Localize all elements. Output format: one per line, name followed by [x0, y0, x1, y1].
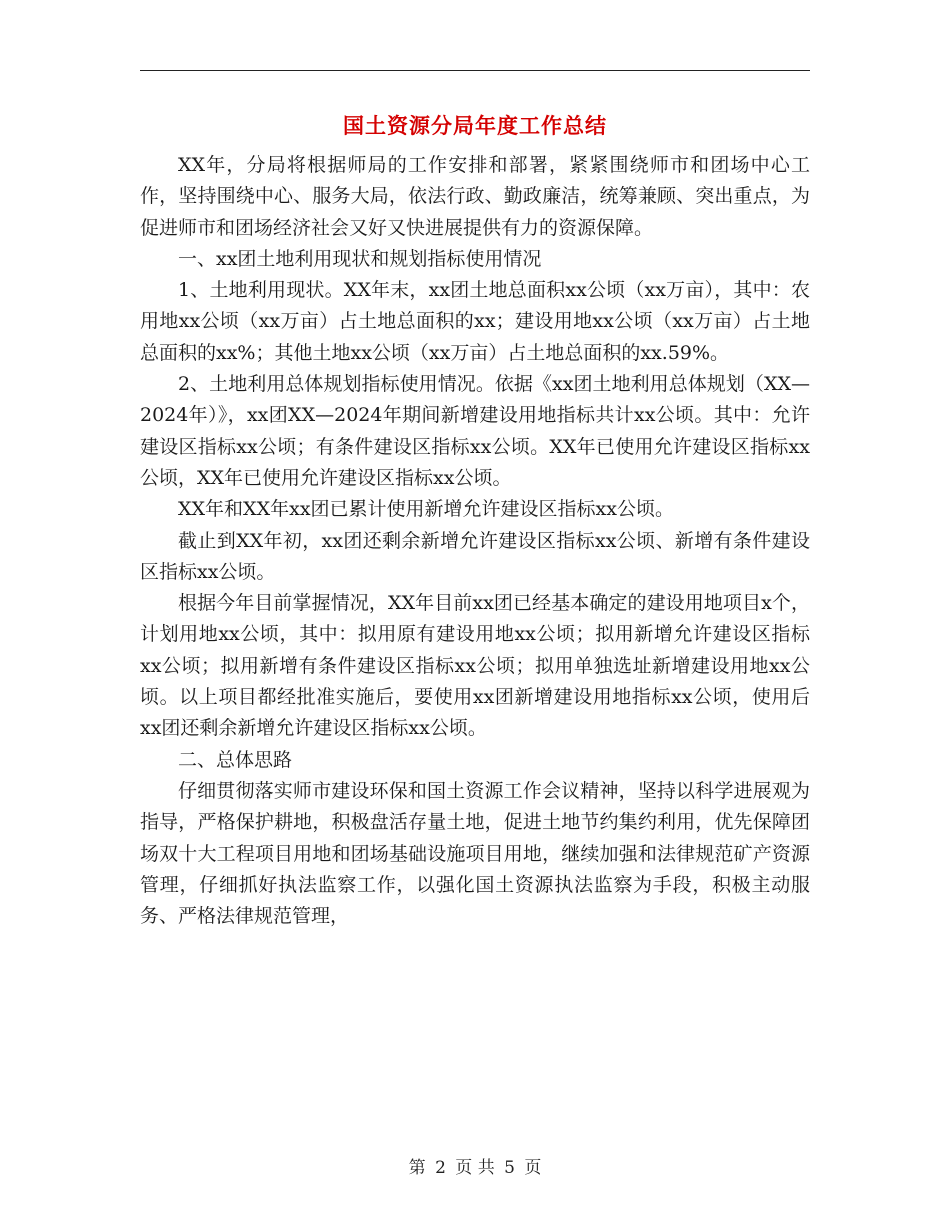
- footer-middle: 页 共: [455, 1158, 495, 1178]
- paragraph-planning-indicators: 2、土地利用总体规划指标使用情况。依据《xx团土地利用总体规划（XX—2024年）》，xx团XX—2024年期间新增建设用地指标共计xx公顷。其中：允许建设区指标xx公顷；有条件建设区指标xx公顷。XX年已使用允许建设区指标xx公顷，XX年已使用允许建设区指标xx公顷。: [140, 373, 810, 489]
- footer-suffix: 页: [524, 1158, 542, 1178]
- footer-prefix: 第: [408, 1158, 426, 1178]
- document-body: [140, 150, 810, 932]
- paragraph-overall-approach: 仔细贯彻落实师市建设环保和国土资源工作会议精神，坚持以科学进展观为指导，严格保护耕地，积极盘活存量土地，促进土地节约集约利用，优先保障团场双十大工程项目用地和团场基础设施项目用地，继续加强和法律规范矿产资源管理，仔细抓好执法监察工作，以强化国土资源执法监察为手段，积极主动服务、严格法律规范管理，: [140, 779, 810, 928]
- paragraph-intro: XX年，分局将根据师局的工作安排和部署，紧紧围绕师市和团场中心工作，坚持围绕中心、服务大局，依法行政、勤政廉洁，统筹兼顾、突出重点，为促进师市和团场经济社会又好又快进展提供有力的资源保障。: [140, 154, 810, 239]
- footer-page-number: 2: [435, 1158, 446, 1178]
- paragraph-remaining: 截止到XX年初，xx团还剩余新增允许建设区指标xx公顷、新增有条件建设区指标xx公顷。: [140, 529, 810, 583]
- header-rule: [140, 70, 810, 71]
- paragraph-projects: 根据今年目前掌握情况，XX年目前xx团已经基本确定的建设用地项目x个，计划用地xx公顷，其中：拟用原有建设用地xx公顷；拟用新增允许建设区指标xx公顷；拟用新增有条件建设区指标xx公顷；拟用单独选址新增建设用地xx公顷。以上项目都经批准实施后，要使用xx团新增建设用地指标xx公顷，使用后xx团还剩余新增允许建设区指标xx公顷。: [140, 592, 810, 740]
- page-footer: [0, 1153, 950, 1178]
- paragraph-cumulative-use: XX年和XX年xx团已累计使用新增允许建设区指标xx公顷。: [178, 498, 674, 521]
- section-heading-1: 一、xx团土地利用现状和规划指标使用情况: [178, 247, 542, 270]
- document-title: 国土资源分局年度工作总结: [343, 113, 607, 138]
- footer-total-pages: 5: [504, 1158, 515, 1178]
- paragraph-land-status: 1、土地利用现状。XX年末，xx团土地总面积xx公顷（xx万亩），其中：农用地xx公顷（xx万亩）占土地总面积的xx；建设用地xx公顷（xx万亩）占土地总面积的xx%；其他土地xx公顷（xx万亩）占土地总面积的xx.59%。: [140, 279, 810, 364]
- section-heading-2: 二、总体思路: [178, 748, 293, 771]
